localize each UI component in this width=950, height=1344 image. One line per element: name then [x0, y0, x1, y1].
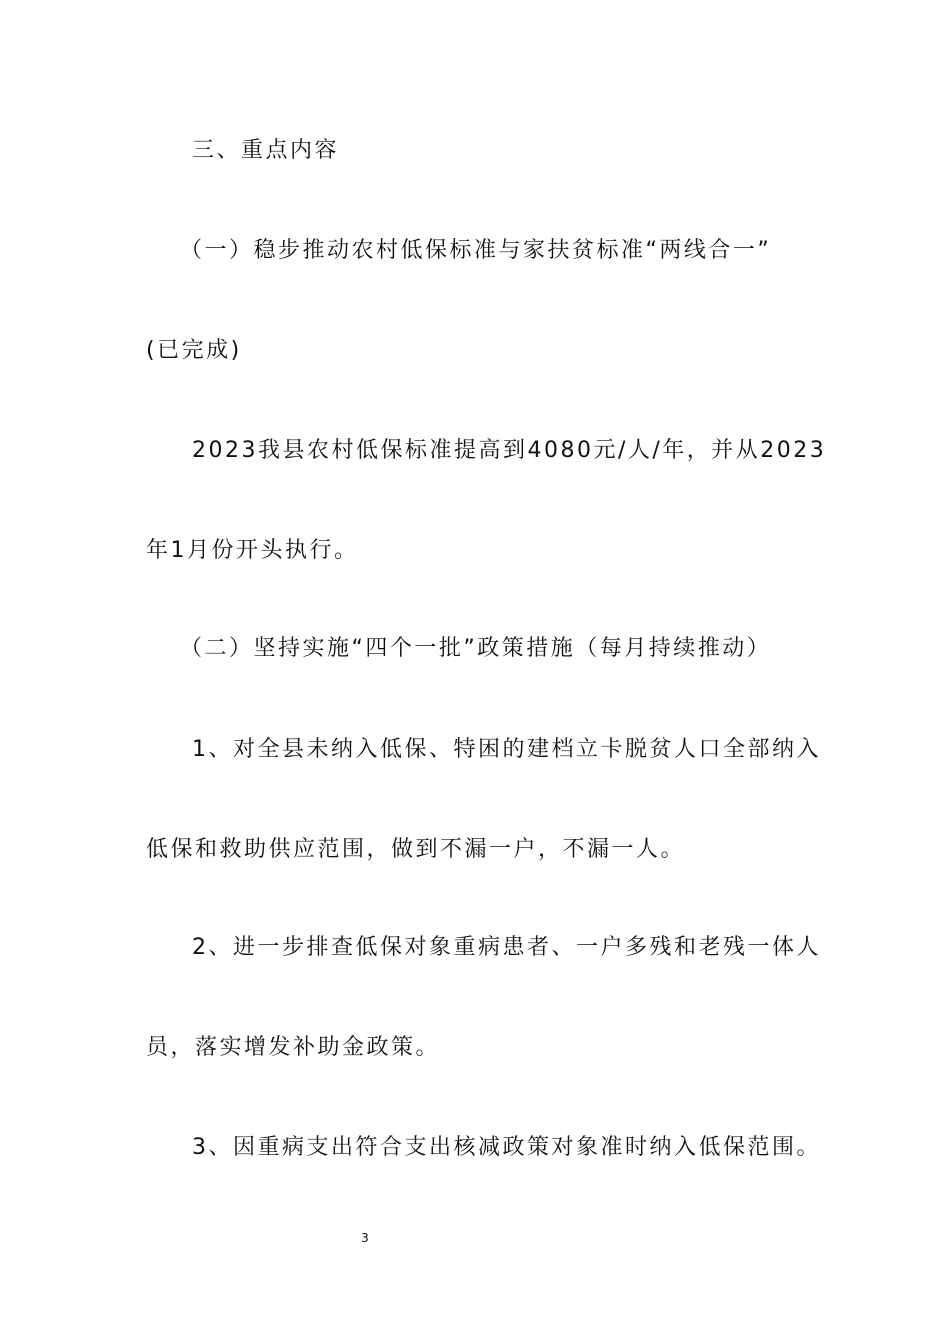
list-item-1: 1、对全县未纳入低保、特困的建档立卡脱贫人口全部纳入	[192, 737, 821, 762]
list-item-3: 3、因重病支出符合支出核减政策对象准时纳入低保范围。	[192, 1135, 821, 1160]
section-heading: 三、重点内容	[192, 138, 340, 163]
subsection-status: (已完成)	[146, 338, 242, 363]
list-item-1-continued: 低保和救助供应范围，做到不漏一户，不漏一人。	[146, 837, 686, 862]
paragraph-line: 年1月份开头执行。	[146, 538, 359, 563]
subsection-heading-1: （一）稳步推动农村低保标准与家扶贫标准“两线合一”	[180, 238, 772, 263]
paragraph-line: 2023我县农村低保标准提高到4080元/人/年，并从2023	[192, 438, 827, 463]
subsection-heading-2: （二）坚持实施“四个一批”政策措施（每月持续推动）	[180, 636, 772, 661]
list-item-2: 2、进一步排查低保对象重病患者、一户多残和老残一体人	[192, 935, 821, 960]
page-number: 3	[361, 1231, 369, 1245]
list-item-2-continued: 员，落实增发补助金政策。	[146, 1035, 441, 1060]
